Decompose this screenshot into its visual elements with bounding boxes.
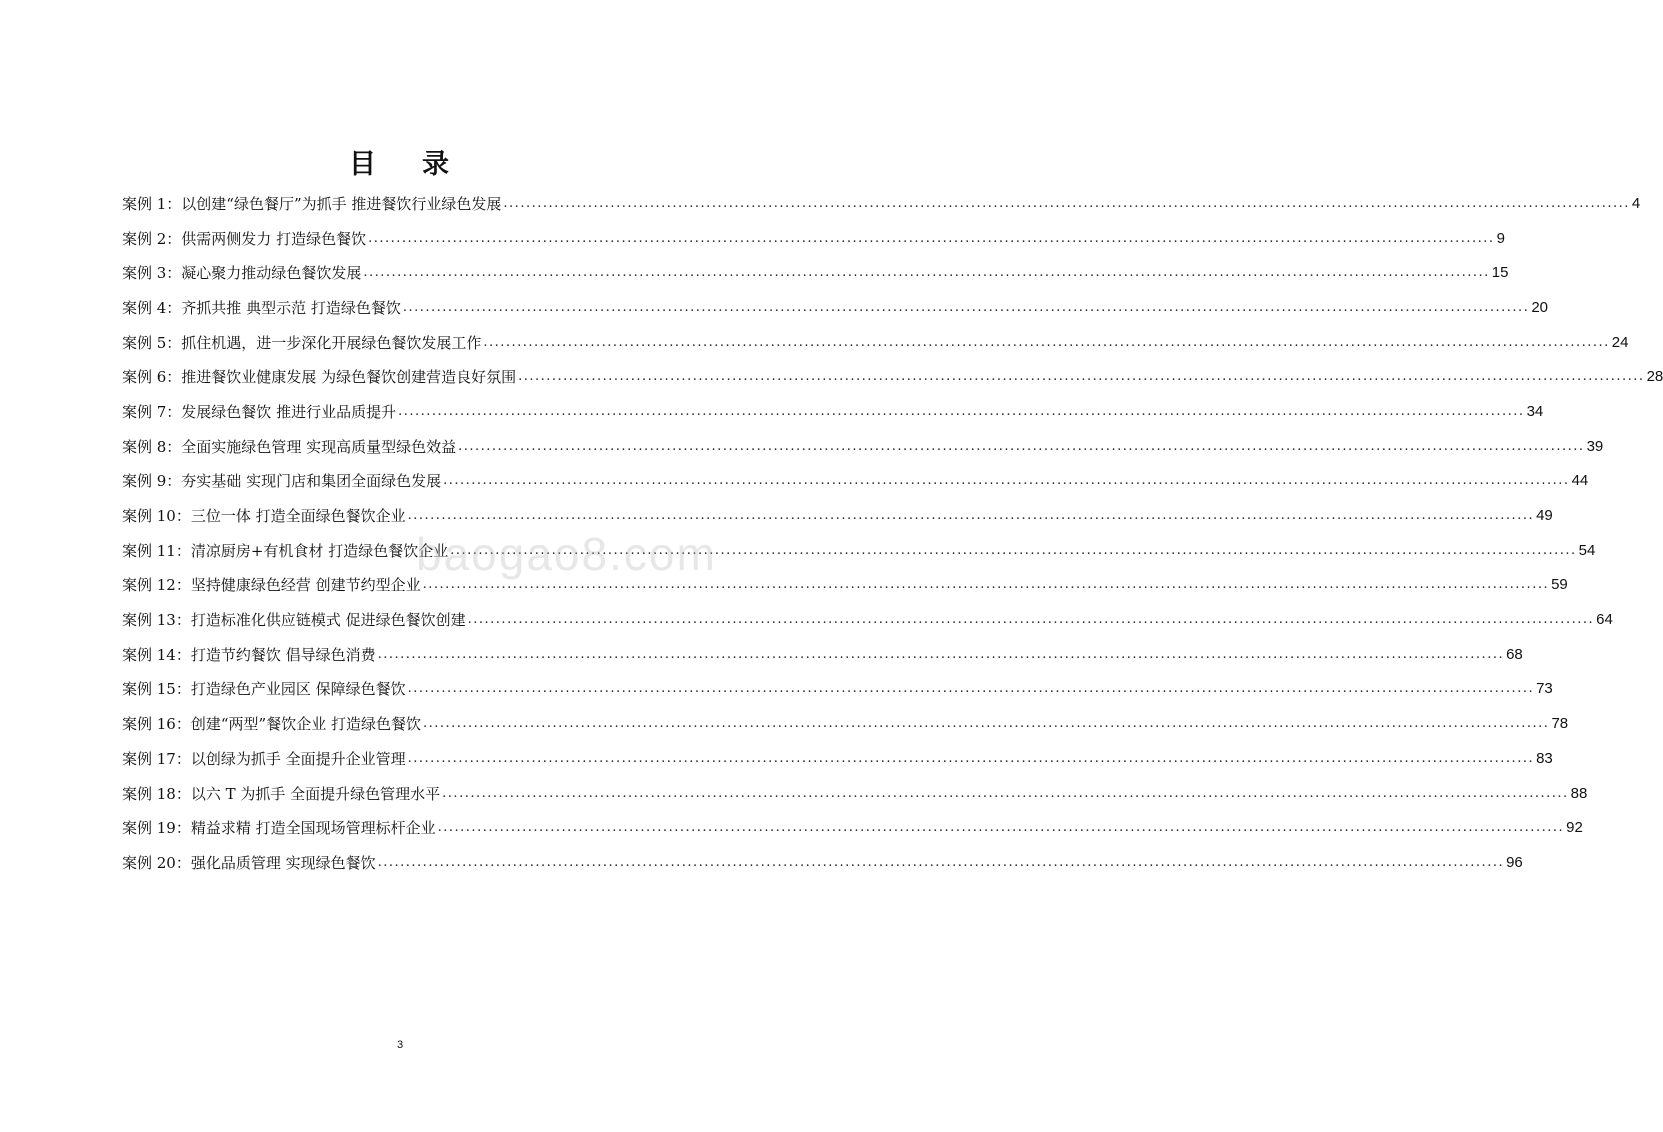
toc-entry-page-number: 83: [1536, 749, 1553, 767]
toc-entry[interactable]: [122, 429, 1604, 464]
toc-entry-page-number: 88: [1570, 784, 1588, 802]
toc-entry[interactable]: [122, 706, 1569, 741]
toc-dot-leader: ........................................................................................................................................................................................................: [483, 334, 1610, 350]
toc-entry-page-number: 15: [1491, 264, 1509, 282]
page-title-part-2: 录: [422, 149, 451, 180]
toc-dot-leader: ........................................................................................................................................................................................................: [407, 750, 1535, 766]
toc-entry-page-number: 44: [1571, 472, 1589, 490]
toc-entry[interactable]: [122, 741, 1553, 776]
toc-entry-title: 案例 20：强化品质管理 实现绿色餐饮: [122, 853, 376, 872]
toc-entry-page-number: 20: [1531, 298, 1549, 316]
toc-dot-leader: ........................................................................................................................................................................................................: [450, 542, 1577, 558]
toc-entry-page-number: 78: [1551, 715, 1569, 733]
toc-dot-leader: ........................................................................................................................................................................................................: [458, 438, 1585, 454]
toc-entry-title: 案例 14：打造节约餐饮 倡导绿色消费: [122, 645, 376, 664]
toc-entry-title: 案例 2：供需两侧发力 打造绿色餐饮: [122, 229, 367, 248]
toc-dot-leader: ........................................................................................................................................................................................................: [467, 612, 1595, 628]
page-title-part-1: 目: [349, 149, 378, 180]
toc-dot-leader: ........................................................................................................................................................................................................: [363, 265, 1490, 281]
toc-entry[interactable]: [122, 464, 1589, 499]
toc-entry-title: 案例 7：发展绿色餐饮 推进行业品质提升: [122, 402, 397, 421]
toc-dot-leader: ........................................................................................................................................................................................................: [407, 508, 1535, 524]
table-of-contents: [122, 186, 1663, 880]
toc-entry-page-number: 54: [1578, 541, 1596, 559]
page-number: 3: [396, 1039, 404, 1051]
toc-entry-title: 案例 3：凝心聚力推动绿色餐饮发展: [122, 264, 362, 283]
toc-entry[interactable]: [122, 394, 1544, 429]
toc-entry-title: 案例 10：三位一体 打造全面绿色餐饮企业: [122, 507, 406, 526]
toc-entry[interactable]: [122, 845, 1523, 880]
toc-entry-page-number: 59: [1551, 576, 1568, 594]
toc-dot-leader: ........................................................................................................................................................................................................: [377, 854, 1505, 870]
toc-entry-title: 案例 5：抓住机遇，进一步深化开展绿色餐饮发展工作: [122, 333, 482, 352]
toc-entry[interactable]: [122, 221, 1505, 256]
toc-entry-title: 案例 6：推进餐饮业健康发展 为绿色餐饮创建营造良好氛围: [122, 368, 517, 387]
toc-entry[interactable]: [122, 568, 1568, 603]
watermark: baogao8.com: [416, 528, 717, 580]
toc-dot-leader: ........................................................................................................................................................................................................: [368, 230, 1495, 246]
toc-dot-leader: ........................................................................................................................................................................................................: [402, 299, 1530, 315]
toc-entry-title: 案例 12：坚持健康绿色经营 创建节约型企业: [122, 576, 421, 595]
toc-entry-page-number: 68: [1506, 645, 1523, 663]
toc-entry[interactable]: [122, 186, 1641, 221]
toc-entry[interactable]: [122, 255, 1509, 290]
toc-entry-title: 案例 8：全面实施绿色管理 实现高质量型绿色效益: [122, 437, 457, 456]
toc-dot-leader: ........................................................................................................................................................................................................: [407, 681, 1535, 697]
toc-entry-page-number: 28: [1646, 368, 1663, 386]
toc-entry[interactable]: [122, 637, 1523, 672]
toc-dot-leader: ........................................................................................................................................................................................................: [518, 369, 1645, 385]
toc-entry[interactable]: [122, 602, 1613, 637]
toc-entry-page-number: 39: [1586, 437, 1604, 455]
toc-dot-leader: ........................................................................................................................................................................................................: [422, 716, 1550, 732]
toc-entry-page-number: 73: [1536, 680, 1553, 698]
page-title: [0, 142, 800, 181]
toc-entry-page-number: 4: [1631, 194, 1641, 212]
toc-entry-title: 案例 18：以六 T 为抓手 全面提升绿色管理水平: [122, 784, 441, 803]
toc-entry-title: 案例 9：夯实基础 实现门店和集团全面绿色发展: [122, 472, 442, 491]
toc-entry[interactable]: [122, 672, 1553, 707]
toc-dot-leader: ........................................................................................................................................................................................................: [377, 646, 1505, 662]
toc-dot-leader: ........................................................................................................................................................................................................: [442, 785, 1569, 801]
toc-entry-title: 案例 11：清凉厨房+有机食材 打造绿色餐饮企业: [122, 541, 449, 560]
toc-entry-page-number: 9: [1496, 229, 1505, 247]
toc-entry-page-number: 96: [1506, 853, 1523, 871]
toc-entry[interactable]: [122, 325, 1629, 360]
toc-entry-title: 案例 16：创建“两型”餐饮企业 打造绿色餐饮: [122, 715, 421, 734]
toc-entry[interactable]: [122, 810, 1583, 845]
toc-entry[interactable]: [122, 533, 1596, 568]
toc-dot-leader: ........................................................................................................................................................................................................: [437, 820, 1565, 836]
toc-dot-leader: ........................................................................................................................................................................................................: [503, 195, 1630, 211]
toc-entry-page-number: 49: [1536, 507, 1553, 525]
toc-entry[interactable]: [122, 359, 1663, 394]
toc-dot-leader: ........................................................................................................................................................................................................: [398, 403, 1525, 419]
toc-entry[interactable]: [122, 776, 1588, 811]
toc-entry-page-number: 64: [1596, 611, 1613, 629]
toc-entry[interactable]: [122, 290, 1549, 325]
toc-entry[interactable]: [122, 498, 1553, 533]
toc-entry-page-number: 34: [1526, 402, 1544, 420]
toc-entry-title: 案例 1：以创建“绿色餐厅”为抓手 推进餐饮行业绿色发展: [122, 194, 502, 213]
toc-entry-title: 案例 13：打造标准化供应链模式 促进绿色餐饮创建: [122, 611, 466, 630]
toc-entry-title: 案例 15：打造绿色产业园区 保障绿色餐饮: [122, 680, 406, 699]
toc-entry-title: 案例 4：齐抓共推 典型示范 打造绿色餐饮: [122, 298, 401, 317]
toc-dot-leader: ........................................................................................................................................................................................................: [443, 473, 1570, 489]
toc-entry-title: 案例 17：以创绿为抓手 全面提升企业管理: [122, 749, 406, 768]
toc-dot-leader: ........................................................................................................................................................................................................: [422, 577, 1550, 593]
toc-entry-page-number: 92: [1566, 819, 1583, 837]
toc-entry-title: 案例 19：精益求精 打造全国现场管理标杆企业: [122, 819, 436, 838]
toc-entry-page-number: 24: [1611, 333, 1629, 351]
